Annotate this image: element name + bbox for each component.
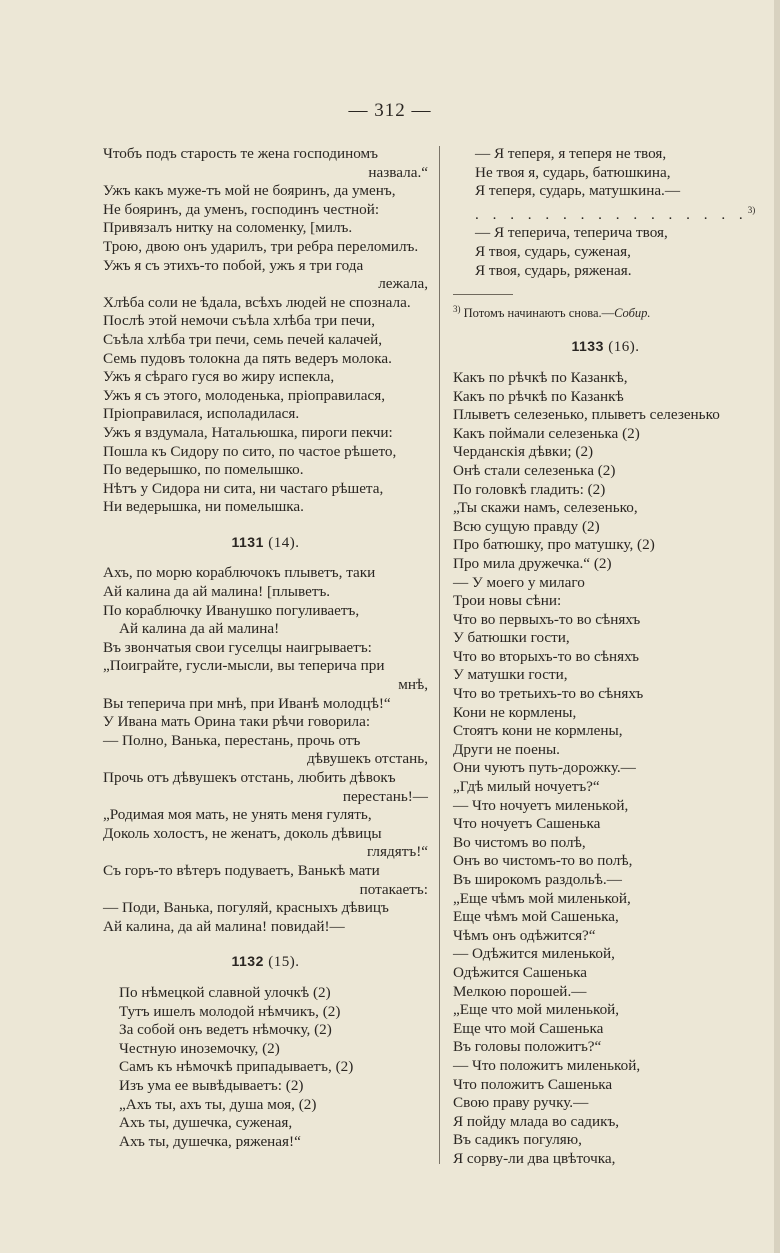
song-number: 1132 xyxy=(231,953,264,970)
verse-line: перестань!— xyxy=(342,787,428,805)
verse-line: Трои новы сѣни: xyxy=(453,592,562,610)
verse-line: Въ садикъ погуляю, xyxy=(453,1131,582,1149)
verse-line: Ахъ, по морю кораблючокъ плыветъ, таки xyxy=(103,564,376,582)
verse-line: Онъ во чистомъ-то во полѣ, xyxy=(453,852,633,870)
song-1132-text xyxy=(103,984,428,1151)
verse-line: Стоятъ кони не кормлены, xyxy=(453,722,623,740)
song-heading-1132 xyxy=(103,952,428,972)
verse-line: Ай калина да ай малина! xyxy=(119,620,280,638)
verse-line: — У моего у милаго xyxy=(453,573,585,591)
verse-line: „Еще чѣмъ мой миленькой, xyxy=(453,889,631,907)
verse-line: — Что ночуетъ миленькой, xyxy=(453,796,629,814)
verse-line: Всю сущую правду (2) xyxy=(453,517,600,535)
footnote xyxy=(453,301,758,321)
verse-line: Во чистомъ во полѣ, xyxy=(453,833,586,851)
verse-line: Еще что мой Сашенька xyxy=(453,1019,604,1037)
song-subnumber: (14). xyxy=(268,534,300,551)
verse-line: Что положитъ Сашенька xyxy=(453,1075,613,1093)
verse-line: Онѣ стали селезенька (2) xyxy=(453,461,616,479)
page-edge xyxy=(774,0,780,1253)
verse-line: Какъ по рѣчкѣ по Казанкѣ, xyxy=(453,368,628,386)
footnote-mark: 3) xyxy=(453,304,461,315)
verse-line: Не бояринъ, да уменъ, господинъ честной: xyxy=(103,200,380,218)
right-column xyxy=(453,145,758,1169)
verse-line: — Я теперя, я теперя не твоя, xyxy=(475,145,667,162)
verse-line: Ай калина, да ай малина! повидай!— xyxy=(103,917,345,935)
poem-continuation-right xyxy=(453,145,758,280)
footnote-source: Собир. xyxy=(614,306,651,321)
verse-line: . . . . . . . . . . . . . . . .$^{3)}$ xyxy=(475,204,756,223)
verse-line: Еще чѣмъ мой Сашенька, xyxy=(453,908,619,926)
song-subnumber: (16). xyxy=(608,339,640,356)
footnote-text: Потомъ начинаютъ снова.— xyxy=(463,306,615,321)
verse-line: — Я теперича, теперича твоя, xyxy=(475,224,668,242)
verse-line: Чѣмъ онъ одѣжится?“ xyxy=(453,926,596,944)
left-column xyxy=(103,145,428,1151)
verse-line: глядятъ!“ xyxy=(366,843,428,861)
verse-line: Что ночуетъ Сашенька xyxy=(453,815,601,833)
verse-line: По нѣмецкой славной улочкѣ (2) xyxy=(119,983,331,1001)
verse-line: Что во вторыхъ-то во сѣняхъ xyxy=(453,647,639,665)
verse-line: Свою праву ручку.— xyxy=(453,1094,589,1112)
verse-line: Доколь холостъ, не женатъ, доколь дѣвицы xyxy=(103,824,382,842)
verse-line: Съѣла хлѣба три печи, семь печей калачей, xyxy=(103,330,383,348)
verse-line: Я твоя, сударь, суженая, xyxy=(475,243,631,261)
verse-line: Одѣжится Сашенька xyxy=(453,963,587,981)
footnote-rule xyxy=(453,294,513,295)
verse-line: Ужъ я вздумала, Натальюшка, пироги пекчи: xyxy=(103,423,393,441)
verse-line: Съ горъ-то вѣтеръ подуваетъ, Ванькѣ мати xyxy=(103,861,380,879)
song-heading-1131 xyxy=(103,533,428,553)
verse-line: По ведерышко, по помелышко. xyxy=(103,461,304,479)
page-number: — 312 — xyxy=(348,100,432,121)
verse-line: Про батюшку, про матушку, (2) xyxy=(453,536,655,554)
verse-line: Послѣ этой немочи съѣла хлѣба три печи, xyxy=(103,312,376,330)
verse-line: — Поди, Ванька, погуляй, красныхъ дѣвицъ xyxy=(103,899,389,917)
verse-line: — Полно, Ванька, перестань, прочь отъ xyxy=(103,731,361,749)
verse-line: Честную иноземочку, (2) xyxy=(119,1039,280,1057)
verse-line: Въ звончатыя свои гуселцы наигрываетъ: xyxy=(103,638,372,656)
verse-line: Ужъ я съ этого, молоденька, пріоправилася, xyxy=(103,386,386,404)
verse-line: Чтобъ подъ старость те жена господиномъ xyxy=(103,145,379,162)
verse-line: У Ивана мать Орина таки рѣчи говорила: xyxy=(103,713,371,731)
verse-line: Семь пудовъ толокна да пять ведеръ молока. xyxy=(103,349,392,367)
verse-line: Мелкою порошей.— xyxy=(453,982,587,1000)
verse-line: Вы теперича при мнѣ, при Иванѣ молодцѣ!“ xyxy=(103,694,391,712)
verse-line: потакаетъ: xyxy=(359,880,428,898)
verse-line: дѣвушекъ отстань, xyxy=(306,750,428,768)
verse-line: „Поиграйте, гусли-мысли, вы теперича при xyxy=(103,657,385,675)
verse-line: У матушки гости, xyxy=(453,666,568,684)
verse-line: Я пойду млада во садикъ, xyxy=(453,1112,620,1130)
verse-line: Не твоя я, сударь, батюшкина, xyxy=(475,163,671,181)
verse-line: „Ахъ ты, ахъ ты, душа моя, (2) xyxy=(119,1095,317,1113)
verse-line: Что во первыхъ-то во сѣняхъ xyxy=(453,610,641,628)
verse-line: Ахъ ты, душечка, ряженая!“ xyxy=(119,1132,301,1150)
verse-line: Ни ведерышка, ни помелышка. xyxy=(103,498,304,516)
song-heading-1133 xyxy=(453,337,758,357)
verse-line: Пошла къ Сидору по сито, по частое рѣшето, xyxy=(103,442,397,460)
song-subnumber: (15). xyxy=(268,954,300,971)
verse-line: По кораблючку Иванушко погуливаетъ, xyxy=(103,601,360,619)
verse-line: За собой онъ ведетъ нѣмочку, (2) xyxy=(119,1021,332,1039)
verse-line: Я сорву-ли два цвѣточка, xyxy=(453,1149,616,1167)
song-number: 1133 xyxy=(571,338,604,355)
verse-line: „Еще что мой миленькой, xyxy=(453,1001,620,1019)
verse-line: У батюшки гости, xyxy=(453,629,570,647)
verse-line: Изъ ума ее вывѣдываетъ: (2) xyxy=(119,1076,304,1094)
verse-line: Хлѣба соли не ѣдала, всѣхъ людей не спознала. xyxy=(103,293,411,311)
verse-line: По головкѣ гладить: (2) xyxy=(453,480,606,498)
verse-line: Ахъ ты, душечка, суженая, xyxy=(119,1114,293,1132)
verse-line: Нѣтъ у Сидора ни сита, ни частаго рѣшета, xyxy=(103,479,384,497)
verse-line: Я теперя, сударь, матушкина.— xyxy=(475,182,681,200)
footnote-reference: 3) xyxy=(747,204,756,215)
verse-line: Какъ поймали селезенька (2) xyxy=(453,424,640,442)
song-number: 1131 xyxy=(231,533,264,550)
verse-line: Я твоя, сударь, ряженая. xyxy=(475,261,632,279)
verse-line: Ай калина да ай малина! [плыветъ. xyxy=(103,583,331,601)
verse-line: лежала, xyxy=(378,275,428,293)
verse-line: Въ широкомъ раздольѣ.— xyxy=(453,871,622,888)
verse-line: Плыветъ селезенько, плыветъ селезенько xyxy=(453,406,720,424)
verse-line: Ужъ я съ этихъ-то побой, ужъ я три года xyxy=(103,256,364,274)
verse-line: „Ты скажи намъ, селезенько, xyxy=(453,499,638,517)
verse-line: Прочь отъ дѣвушекъ отстань, любить дѣвокъ xyxy=(103,769,396,786)
verse-line: мнѣ, xyxy=(398,676,428,694)
verse-line: Что во третьихъ-то во сѣняхъ xyxy=(453,685,644,703)
poem-continuation xyxy=(103,145,428,517)
song-1133-text xyxy=(453,369,758,1169)
verse-line: Привязалъ нитку на соломенку, [милъ. xyxy=(103,219,353,237)
verse-line: Пріоправилася, исполадилася. xyxy=(103,405,300,423)
verse-line: — Что положитъ миленькой, xyxy=(453,1056,641,1074)
verse-line: „Родимая моя мать, не унять меня гулять, xyxy=(103,806,372,824)
verse-line: Черданскія дѣвки; (2) xyxy=(453,443,594,461)
verse-line: Други не поены. xyxy=(453,740,560,758)
song-1131-text xyxy=(103,564,428,936)
verse-line: назвала.“ xyxy=(368,163,428,181)
verse-line: Въ головы положитъ?“ xyxy=(453,1038,602,1056)
verse-line: Они чуютъ путь-дорожку.— xyxy=(453,759,636,777)
column-divider xyxy=(439,146,440,1164)
verse-line: Тутъ ишелъ молодой нѣмчикъ, (2) xyxy=(119,1002,341,1020)
verse-line: „Гдѣ милый ночуетъ?“ xyxy=(453,778,600,796)
verse-line: Ужъ какъ муже-тъ мой не бояринъ, да уменъ, xyxy=(103,182,396,200)
verse-line: Самъ къ нѣмочкѣ припадываетъ, (2) xyxy=(119,1058,354,1076)
verse-line: Ужъ я сѣраго гуся во жиру испекла, xyxy=(103,368,335,386)
verse-line: Про мила дружечка.“ (2) xyxy=(453,554,612,572)
verse-line: Кони не кормлены, xyxy=(453,703,577,721)
verse-line: Трою, двою онъ ударилъ, три ребра переломилъ. xyxy=(103,237,419,255)
verse-line: — Одѣжится миленькой, xyxy=(453,945,615,963)
verse-line: Какъ по рѣчкѣ по Казанкѣ xyxy=(453,387,624,405)
